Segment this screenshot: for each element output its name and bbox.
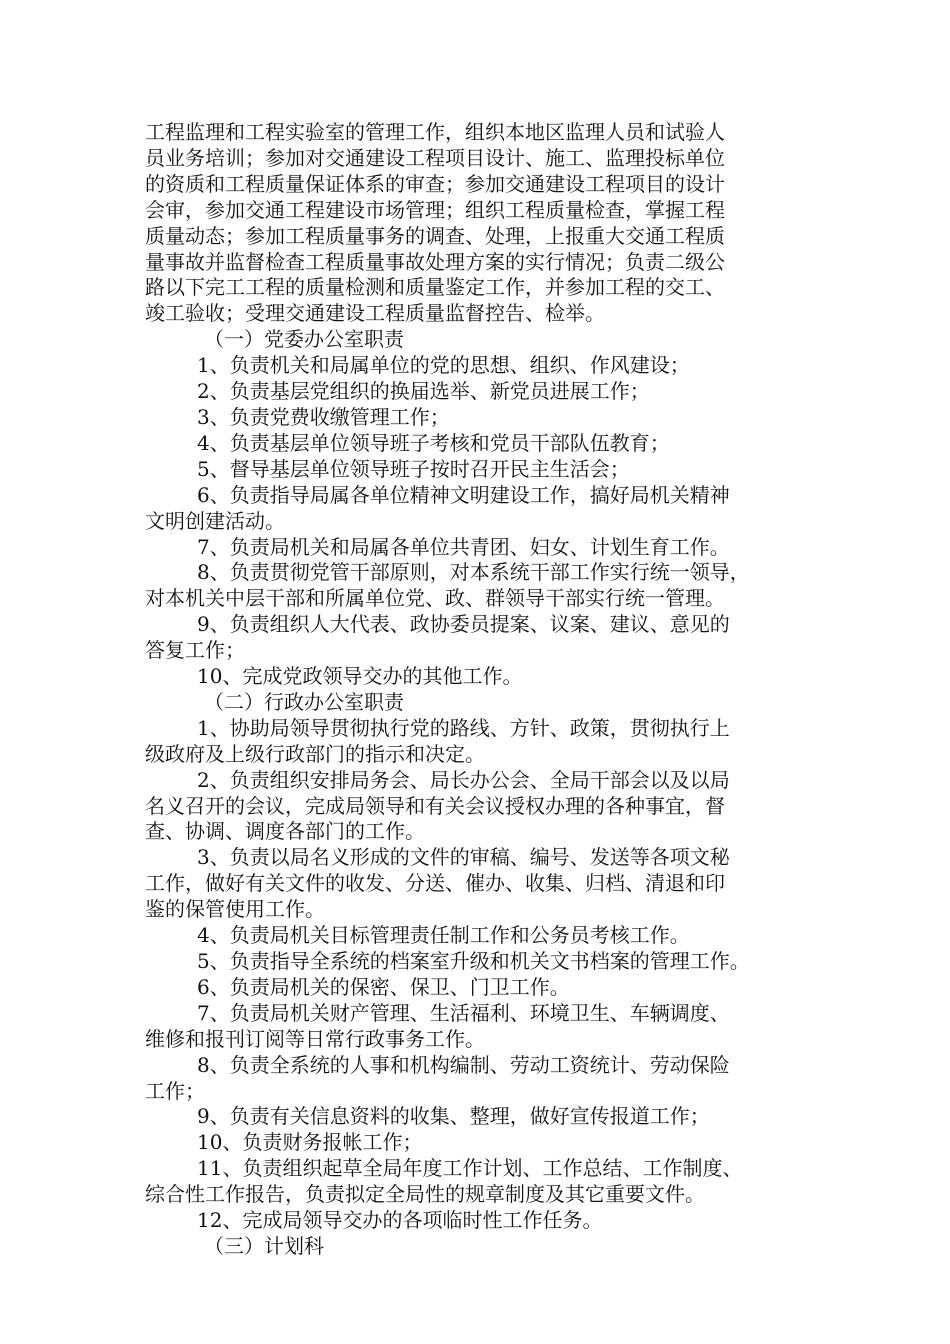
list-item (145, 379, 825, 405)
text-line: 员业务培训；参加对交通建设工程项目设计、施工、监理投标单位 (145, 145, 725, 170)
text-line: 5、负责指导全系统的档案室升级和机关文书档案的管理工作。 (197, 949, 750, 973)
text-line: 4、负责局机关目标管理责任制工作和公务员考核工作。 (197, 923, 690, 948)
list-item (145, 1156, 825, 1208)
text-line: 7、负责局机关财产管理、生活福利、环境卫生、车辆调度、 (197, 1000, 730, 1025)
text-line: 质量动态；参加工程质量事务的调查、处理，上报重大交通工程质 (145, 223, 725, 248)
text-line: 对本机关中层干部和所属单位党、政、群领导干部实行统一管理。 (145, 586, 725, 611)
text-line: 1、负责机关和局属单位的党的思想、组织、作风建设； (197, 353, 690, 378)
list-item (145, 1104, 825, 1130)
text-line: 8、负责贯彻党管干部原则，对本系统干部工作实行统一领导， (197, 560, 750, 585)
section-heading: （一）党委办公室职责 (204, 327, 404, 352)
text-line: 8、负责全系统的人事和机构编制、劳动工资统计、劳动保险 (197, 1052, 730, 1077)
text-line: 工作； (145, 1078, 205, 1103)
text-line: 2、负责基层党组织的换届选举、新党员进展工作； (197, 379, 650, 404)
list-item (145, 353, 825, 379)
list-item (145, 483, 825, 535)
text-line: 9、负责有关信息资料的收集、整理，做好宣传报道工作； (197, 1104, 710, 1129)
list-item (145, 1130, 825, 1156)
list-item (145, 975, 825, 1001)
text-line: 3、负责党费收缴管理工作； (197, 404, 450, 429)
text-line: 鉴的保管使用工作。 (145, 897, 325, 922)
section-heading: （二）行政办公室职责 (204, 689, 404, 714)
list-item (145, 923, 825, 949)
list-item (145, 535, 825, 561)
section-heading: （三）计划科 (204, 1233, 324, 1258)
intro-paragraph (145, 120, 825, 327)
text-line: 工作，做好有关文件的收发、分送、催办、收集、归档、清退和印 (145, 871, 725, 896)
text-line: 3、负责以局名义形成的文件的审稿、编号、发送等各项文秘 (197, 845, 730, 870)
text-line: 7、负责局机关和局属各单位共青团、妇女、计划生育工作。 (197, 534, 730, 559)
list-item (145, 664, 825, 690)
list-item (145, 949, 825, 975)
list-item (145, 716, 825, 768)
text-line: 级政府及上级行政部门的指示和决定。 (145, 741, 485, 766)
text-line: 文明创建活动。 (145, 508, 285, 533)
text-line: 会审，参加交通工程建设市场管理；组织工程质量检查，掌握工程 (145, 197, 725, 222)
text-line: 工程监理和工程实验室的管理工作，组织本地区监理人员和试验人 (145, 120, 725, 144)
list-item (145, 1001, 825, 1053)
list-item (145, 457, 825, 483)
text-line: 11、负责组织起草全局年度工作计划、工作总结、工作制度、 (197, 1156, 743, 1181)
text-line: 10、负责财务报帐工作； (197, 1130, 423, 1155)
list-item (145, 405, 825, 431)
list-item (145, 1053, 825, 1105)
text-line: 路以下完工工程的质量检测和质量鉴定工作，并参加工程的交工、 (145, 275, 725, 300)
text-line: 的资质和工程质量保证体系的审查；参加交通建设工程项目的设计 (145, 171, 725, 196)
text-line: 竣工验收；受理交通建设工程质量监督控告、检举。 (145, 301, 605, 326)
section-items (145, 716, 825, 1234)
text-line: 12、完成局领导交办的各项临时性工作任务。 (197, 1208, 603, 1233)
text-line: 10、完成党政领导交办的其他工作。 (197, 664, 523, 689)
text-line: 答复工作； (145, 638, 245, 663)
text-line: 4、负责基层单位领导班子考核和党员干部队伍教育； (197, 430, 670, 455)
text-line: 9、负责组织人大代表、政协委员提案、议案、建议、意见的 (197, 612, 730, 637)
list-item (145, 560, 825, 612)
text-line: 名义召开的会议，完成局领导和有关会议授权办理的各种事宜，督 (145, 793, 725, 818)
document-body (145, 120, 825, 1260)
text-line: 2、负责组织安排局务会、局长办公会、全局干部会以及以局 (197, 767, 730, 792)
text-line: 维修和报刊订阅等日常行政事务工作。 (145, 1026, 485, 1051)
list-item (145, 768, 825, 846)
list-item (145, 431, 825, 457)
text-line: 5、督导基层单位领导班子按时召开民主生活会； (197, 456, 630, 481)
list-item (145, 612, 825, 664)
text-line: 量事故并监督检查工程质量事故处理方案的实行情况；负责二级公 (145, 249, 725, 274)
list-item (145, 1208, 825, 1234)
text-line: 6、负责指导局属各单位精神文明建设工作，搞好局机关精神 (197, 482, 730, 507)
text-line: 1、协助局领导贯彻执行党的路线、方针、政策，贯彻执行上 (197, 715, 730, 740)
section-items (145, 353, 825, 690)
text-line: 综合性工作报告，负责拟定全局性的规章制度及其它重要文件。 (145, 1182, 705, 1207)
list-item (145, 845, 825, 923)
text-line: 6、负责局机关的保密、保卫、门卫工作。 (197, 974, 570, 999)
text-line: 查、协调、调度各部门的工作。 (145, 819, 425, 844)
